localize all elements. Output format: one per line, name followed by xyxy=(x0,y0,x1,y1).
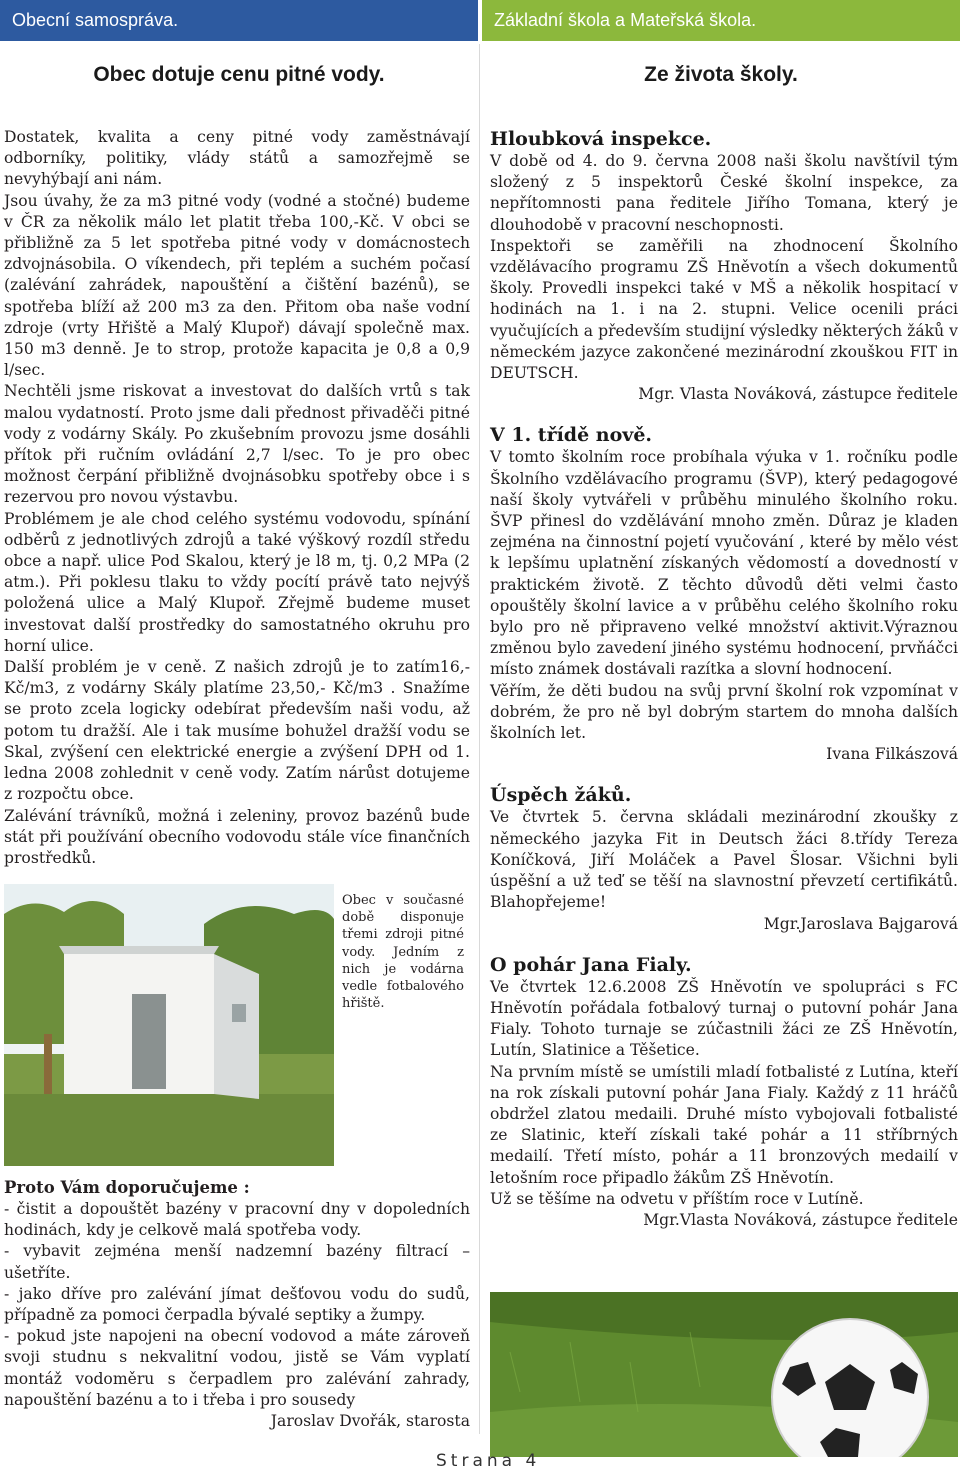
section-bar-zakladni-skola xyxy=(482,0,960,41)
photo-caption: Obec v současné době disponuje třemi zdroji pitné vody. Jedním z nich je vodárna vedle fotbalového hřiště. xyxy=(342,893,464,1012)
column-divider xyxy=(479,44,480,1434)
paragraph: Věřím, že děti budou na svůj první školní rok vzpomínat v dobrém, že pro ně byl dobrým startem do mnoha dalších školních let. xyxy=(490,681,958,743)
recommendation-item: - pokud jste napojeni na obecní vodovod a máte zároveň svoji studnu s nekvalitní vodou, jistě se Vám vyplatí montáž vodoměru s čerpadlem pro zalévání zahrady, napouštění bazénu a to i třeba i pro sousedy xyxy=(4,1327,470,1409)
waterworks-photo xyxy=(4,884,334,1166)
recommendation-item: - jako dříve pro zalévání jímat dešťovou vodu do sudů, případně za pomoci čerpadla bývalé septiky a žumpy. xyxy=(4,1284,470,1325)
section-label: Obecní samospráva. xyxy=(12,10,179,30)
recommendation-item: - vybavit zejména menší nadzemní bazény filtrací – ušetříte. xyxy=(4,1242,470,1282)
section-label: Základní škola a Mateřská škola. xyxy=(494,10,757,30)
signature: Jaroslav Dvořák, starosta xyxy=(270,1412,470,1431)
section-bar-obecni-samosprava xyxy=(0,0,478,41)
page-number: Strana 4 xyxy=(436,1451,541,1471)
recommendations xyxy=(4,1177,470,1432)
paragraph: Další problém je v ceně. Z našich zdrojů je to zatím16,-Kč/m3, z vodárny Skály platíme 23,50,- Kč/m3 . Snažíme se proto zcela logicky odebírat především naši vodu, až potom tu dražší. Ale i tak musíme bohužel dražší vodu se Skal, zvýšení cen elektrické energie a zvýšení DPH od 1. ledna 2008 zohlednit v ceně vody. Zatím nárůst dotujeme z rozpočtu obce. xyxy=(4,658,470,804)
paragraph: Na prvním místě se umístili mladí fotbalisté z Lutína, kteří na rok získali putovní pohár Jana Fialy. Každý z 11 hráčů obdržel zlatou medaili. Druhé místo vybojovali fotbalisté ze Slatinic, kteří získali také pohár a 11 stříbrných medailí. Třetí místo, pohár a 11 bronzových medailí v letošním roce připadlo žákům ZŠ Hněvotín. xyxy=(490,1062,958,1187)
signature: Mgr. Vlasta Nováková, zástupce ředitele xyxy=(638,385,958,404)
paragraph: Zalévání trávníků, možná i zeleniny, provoz bazénů bude stát při používání obecního vodovodu stále více finančních prostředků. xyxy=(4,806,470,867)
paragraph: Problémem je ale chod celého systému vodovodu, spínání odběrů z jednotlivých zdrojů a také výškový rozdíl středu obce a např. ulice Pod Skalou, který je l8 m, tj. 0,2 MPa (2 atm.). Při poklesu tlaku to vždy pocítí právě tato nejvýš položená ulice a Malý Klupoř. Zřejmě budeme muset investovat další prostředky do samostatného okruhu pro horní ulice. xyxy=(4,509,470,655)
paragraph: Ve čtvrtek 5. června skládali mezinárodní zkoušky z německého jazyka Fit in Deutsch žáci 8.třídy Tereza Koníčková, Jiří Moláček a Pavel Šlosar. Všichni byli úspěšní a už teď se těší na slavnostní převzetí certifikátů. Blahopřejeme! xyxy=(490,808,958,912)
school-articles xyxy=(490,127,958,1231)
football-photo xyxy=(490,1292,958,1457)
article-heading: Úspěch žáků. xyxy=(490,784,632,807)
paragraph: Ve čtvrtek 12.6.2008 ZŠ Hněvotín ve spolupráci s FC Hněvotín pořádala fotbalový turnaj o putovní pohár Jana Fialy. Tohoto turnaje se zúčastnili žáci ze ZŠ Hněvotín, Lutín, Slatinice a Těšetice. xyxy=(490,977,958,1060)
paragraph: V době od 4. do 9. června 2008 naši školu navštívil tým složený z 5 inspektorů České školní inspekce, za nepřítomnosti pana ředitele Jiřího Tomana, který je dlouhodobě v pracovní neschopnosti. xyxy=(490,152,958,234)
recommendation-item: - čistit a dopouštět bazény v pracovní dny v dopoledních hodinách, kdy je celkově malá spotřeba vody. xyxy=(4,1200,470,1240)
article-title: Obec dotuje cenu pitné vody. xyxy=(93,63,385,86)
paragraph: Už se těšíme na odvetu v příštím roce v Lutíně. xyxy=(490,1189,864,1208)
recommendations-title: Proto Vám doporučujeme : xyxy=(4,1178,250,1197)
water-article xyxy=(4,127,470,869)
paragraph: V tomto školním roce probíhala výuka v 1. ročníku podle Školního vzdělávacího programu (ŠVP), který pedagogové naší školy vytvářeli v průběhu minulého školního roku. ŠVP přinesl do vzdělávání mnoho změn. Důraz je kladen zejména na činnostní pojetí vyučování , které by mělo vést k lepšímu uplatnění získaných vědomostí a dovedností v praktickém životě. Z těchto důvodů děti velmi často opouštěly školní lavice a v průběhu celého školního roku bylo pro ně připraveno velké množství aktivit.Výraznou změnou bylo zavedení jiného systému hodnocení, prvňáčci místo známek dostávali razítka a slovní hodnocení. xyxy=(490,448,958,679)
article-title: Ze života školy. xyxy=(644,63,798,86)
signature: Ivana Filkászová xyxy=(826,745,958,764)
signature: Mgr.Jaroslava Bajgarová xyxy=(763,914,958,933)
signature: Mgr.Vlasta Nováková, zástupce ředitele xyxy=(643,1210,958,1229)
paragraph: Inspektoři se zaměřili na zhodnocení Školního vzdělávacího programu ZŠ Hněvotín a všech dokumentů školy. Provedli inspekci také v MŠ a několik hospitací v hodinách na 1. i na 2. stupni. Velice ocenili práci vyučujících a především studijní výsledky některých žáků v německém jazyce zakončené mezinárodní zkouškou FIT in DEUTSCH. xyxy=(490,236,958,383)
article-heading: Hloubková inspekce. xyxy=(490,128,712,150)
article-heading: O pohár Jana Fialy. xyxy=(490,953,692,976)
right-column xyxy=(482,0,960,93)
paragraph: Dostatek, kvalita a ceny pitné vody zaměstnávají odborníky, politiky, vlády států a samozřejmě se nevyhýbají ani nám. xyxy=(4,128,470,189)
paragraph: Nechtěli jsme riskovat a investovat do dalších vrtů s tak malou vydatností. Proto jsme dali přednost přivaděči pitné vody z vodárny Skály. Po zkušebním provozu jsme dosáhli přítok při ručním ovládání 2,7 l/sec. To je pro obec možnost čerpání přibližně dvojnásobku spotřeby obce i s rezervou pro novou výstavbu. xyxy=(4,382,470,507)
article-heading: V 1. třídě nově. xyxy=(490,424,653,447)
paragraph: Jsou úvahy, že za m3 pitné vody (vodné a stočné) budeme v ČR za několik málo let platit třeba 100,-Kč. V obci se přibližně za 5 let spotřeba pitné vody v domácnostech zdvojnásobila. O víkendech, při teplém a suchém počasí (zalévání zahrádek, napouštění a čištění bazénů), se spotřeba blíží až 200 m3 za den. Přitom oba naše vodní zdroje (vrty Hřiště a Malý Klupoř) dávají společně max. 150 m3 denně. Je to strop, protože kapacita je 0,8 a 0,9 l/sec. xyxy=(4,191,470,380)
left-column xyxy=(0,0,478,93)
